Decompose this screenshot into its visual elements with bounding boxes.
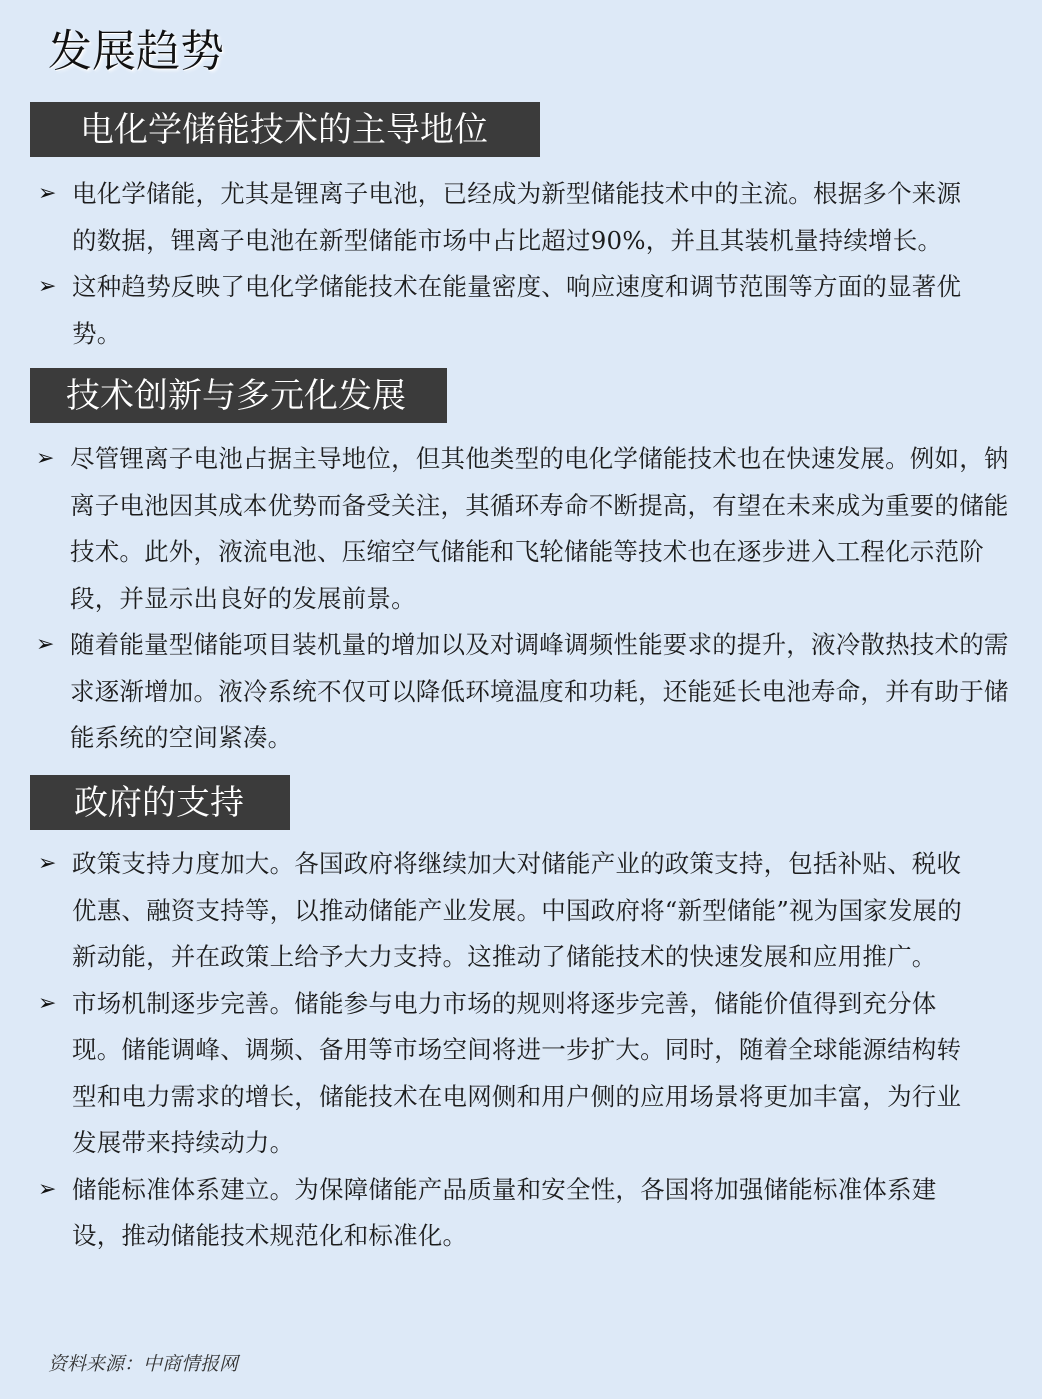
list-item (32, 981, 982, 1167)
page-title: 发展趋势 (48, 26, 224, 77)
arrowhead-bullet-icon: ➢ (38, 274, 57, 299)
list-item (32, 264, 982, 357)
arrowhead-bullet-icon: ➢ (36, 446, 55, 471)
list-item (32, 171, 982, 264)
list-item (30, 436, 1020, 622)
bullet-text: 随着能量型储能项目装机量的增加以及对调峰调频性能要求的提升，液冷散热技术的需求逐渐增加。液冷系统不仅可以降低环境温度和功耗，还能延长电池寿命，并有助于储能系统的空间紧凑。 (70, 630, 1009, 752)
list-item (30, 622, 1020, 762)
bullet-text: 尽管锂离子电池占据主导地位，但其他类型的电化学储能技术也在快速发展。例如，钠离子电池因其成本优势而备受关注，其循环寿命不断提高，有望在未来成为重要的储能技术。此外，液流电池、压缩空气储能和飞轮储能等技术也在逐步进入工程化示范阶段，并显示出良好的发展前景。 (70, 444, 1009, 613)
arrowhead-bullet-icon: ➢ (36, 632, 55, 657)
bullet-list-government-support (32, 841, 982, 1260)
bullet-text: 这种趋势反映了电化学储能技术在能量密度、响应速度和调节范围等方面的显著优势。 (72, 272, 962, 348)
bullet-text: 市场机制逐步完善。储能参与电力市场的规则将逐步完善，储能价值得到充分体现。储能调峰、调频、备用等市场空间将进一步扩大。同时，随着全球能源结构转型和电力需求的增长，储能技术在电网侧和用户侧的应用场景将更加丰富，为行业发展带来持续动力。 (72, 988, 962, 1157)
arrowhead-bullet-icon: ➢ (38, 181, 57, 206)
arrowhead-bullet-icon: ➢ (38, 851, 57, 876)
list-item (32, 841, 982, 981)
section-header-electrochemical-dominance: 电化学储能技术的主导地位 (30, 102, 540, 157)
source-note: 资料来源：中商情报网 (48, 1353, 239, 1375)
bullet-list-electrochemical-dominance (32, 171, 982, 357)
bullet-text: 政策支持力度加大。各国政府将继续加大对储能产业的政策支持，包括补贴、税收优惠、融资支持等，以推动储能产业发展。中国政府将“新型储能”视为国家发展的新动能，并在政策上给予大力支持。这推动了储能技术的快速发展和应用推广。 (72, 849, 962, 971)
bullet-list-tech-innovation (30, 436, 1020, 762)
section-header-tech-innovation: 技术创新与多元化发展 (30, 368, 447, 423)
arrowhead-bullet-icon: ➢ (38, 990, 57, 1016)
list-item (32, 1167, 982, 1260)
section-header-government-support: 政府的支持 (30, 775, 290, 830)
bullet-text: 储能标准体系建立。为保障储能产品质量和安全性，各国将加强储能标准体系建设，推动储能技术规范化和标准化。 (72, 1174, 937, 1250)
arrowhead-bullet-icon: ➢ (38, 1176, 57, 1202)
bullet-text: 电化学储能，尤其是锂离子电池，已经成为新型储能技术中的主流。根据多个来源的数据，锂离子电池在新型储能市场中占比超过90%，并且其装机量持续增长。 (72, 179, 962, 255)
